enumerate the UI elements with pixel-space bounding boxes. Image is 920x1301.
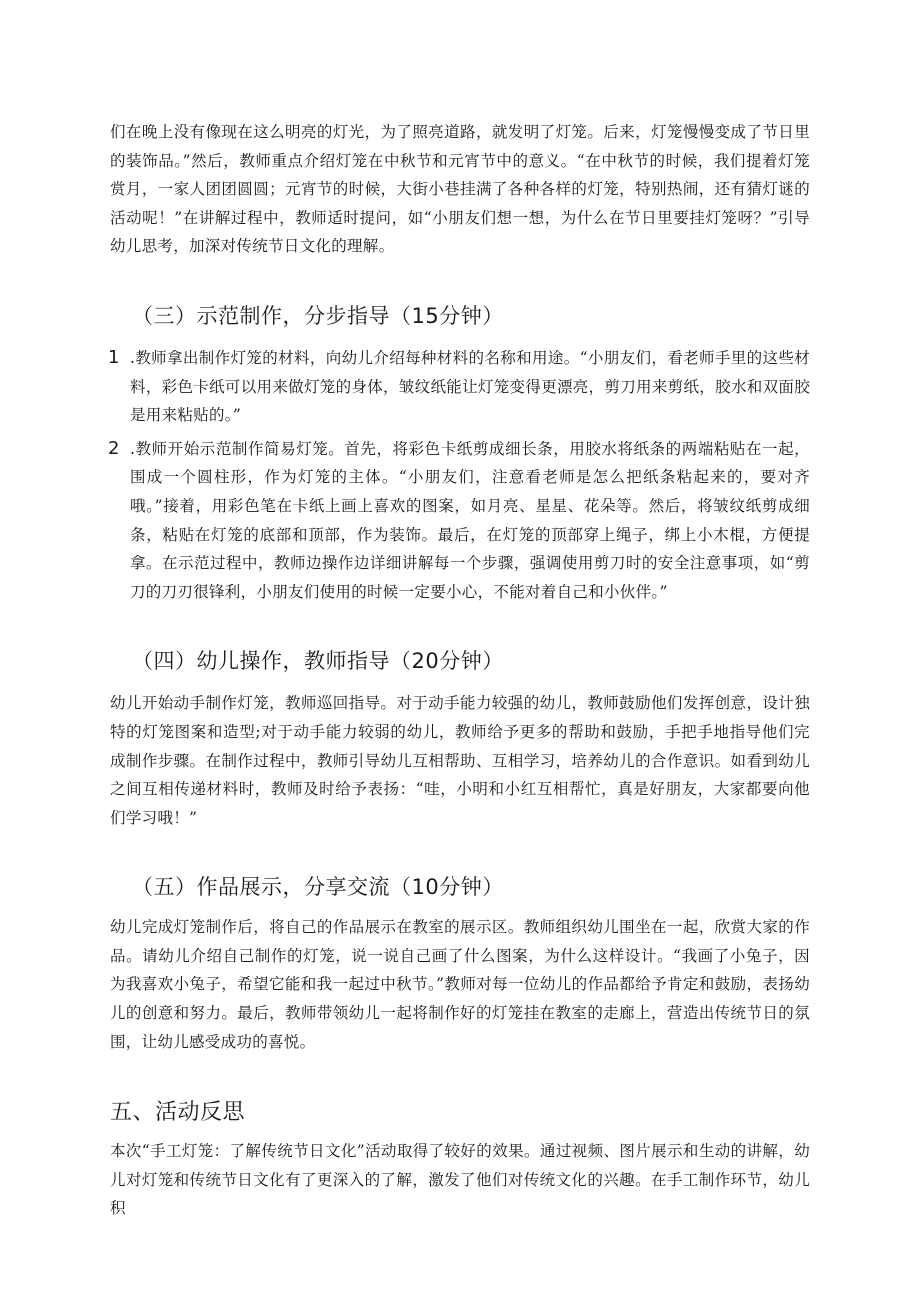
- document-page: [110, 118, 810, 1223]
- list-item-text: .教师拿出制作灯笼的材料，向幼儿介绍每种材料的名称和用途。“小朋友们，看老师手里的这些材料，彩色卡纸可以用来做灯笼的身体，皱纹纸能让灯笼变得更漂亮，剪刀用来剪纸，胶水和双面胶是用来粘贴的。”: [130, 348, 810, 425]
- list-item-number: 1: [108, 346, 120, 368]
- list-item-text: .教师开始示范制作简易灯笼。首先，将彩色卡纸剪成细长条，用胶水将纸条的两端粘贴在一起，围成一个圆柱形，作为灯笼的主体。“小朋友们，注意看老师是怎么把纸条粘起来的，要对齐哦。”接着，用彩色笔在卡纸上画上喜欢的图案，如月亮、星星、花朵等。然后，将皱纹纸剪成细条，粘贴在灯笼的底部和顶部，作为装饰。最后，在灯笼的顶部穿上绳子，绑上小木棍，方便提拿。在示范过程中，教师边操作边详细讲解每一个步骤，强调使用剪刀时的安全注意事项，如“剪刀的刀刃很锋利，小朋友们使用的时候一定要小心，不能对着自己和小伙伴。”: [130, 439, 810, 601]
- section-5-paragraph: 幼儿完成灯笼制作后，将自己的作品展示在教室的展示区。教师组织幼儿围坐在一起，欣赏大家的作品。请幼儿介绍自己制作的灯笼，说一说自己画了什么图案，为什么这样设计。“我画了小兔子，因为我喜欢小兔子，希望它能和我一起过中秋节。”教师对每一位幼儿的作品都给予肯定和鼓励，表扬幼儿的创意和努力。最后，教师带领幼儿一起将制作好的灯笼挂在教室的走廊上，营造出传统节日的氛围，让幼儿感受成功的喜悦。: [110, 918, 810, 1051]
- list-item-number: 2: [108, 437, 120, 459]
- list-item-2: [110, 435, 810, 607]
- list-item-1: [110, 344, 810, 430]
- section-4-heading: （四）幼儿操作，教师指导（20分钟）: [132, 649, 504, 674]
- intro-paragraph: 们在晚上没有像现在这么明亮的灯光，为了照亮道路，就发明了灯笼。后来，灯笼慢慢变成了节日里的装饰品。”然后，教师重点介绍灯笼在中秋节和元宵节中的意义。“在中秋节的时候，我们提着灯笼赏月，一家人团团圆圆；元宵节的时候，大街小巷挂满了各种各样的灯笼，特别热闹，还有猜灯谜的活动呢！”在讲解过程中，教师适时提问，如“小朋友们想一想，为什么在节日里要挂灯笼呀？”引导幼儿思考，加深对传统节日文化的理解。: [110, 123, 810, 256]
- section-3-heading: （三）示范制作，分步指导（15分钟）: [132, 303, 504, 328]
- section-4-paragraph: 幼儿开始动手制作灯笼，教师巡回指导。对于动手能力较强的幼儿，教师鼓励他们发挥创意，设计独特的灯笼图案和造型;对于动手能力较弱的幼儿，教师给予更多的帮助和鼓励，手把手地指导他们完成制作步骤。在制作过程中，教师引导幼儿互相帮助、互相学习，培养幼儿的合作意识。如看到幼儿之间互相传递材料时，教师及时给予表扬：“哇，小明和小红互相帮忙，真是好朋友，大家都要向他们学习哦！”: [110, 694, 810, 827]
- reflection-paragraph: 本次“手工灯笼：了解传统节日文化”活动取得了较好的效果。通过视频、图片展示和生动的讲解，幼儿对灯笼和传统节日文化有了更深入的了解，激发了他们对传统文化的兴趣。在手工制作环节，幼儿积: [110, 1142, 810, 1218]
- reflection-heading: 五、活动反思: [110, 1100, 246, 1126]
- section-5-heading: （五）作品展示，分享交流（10分钟）: [132, 875, 504, 900]
